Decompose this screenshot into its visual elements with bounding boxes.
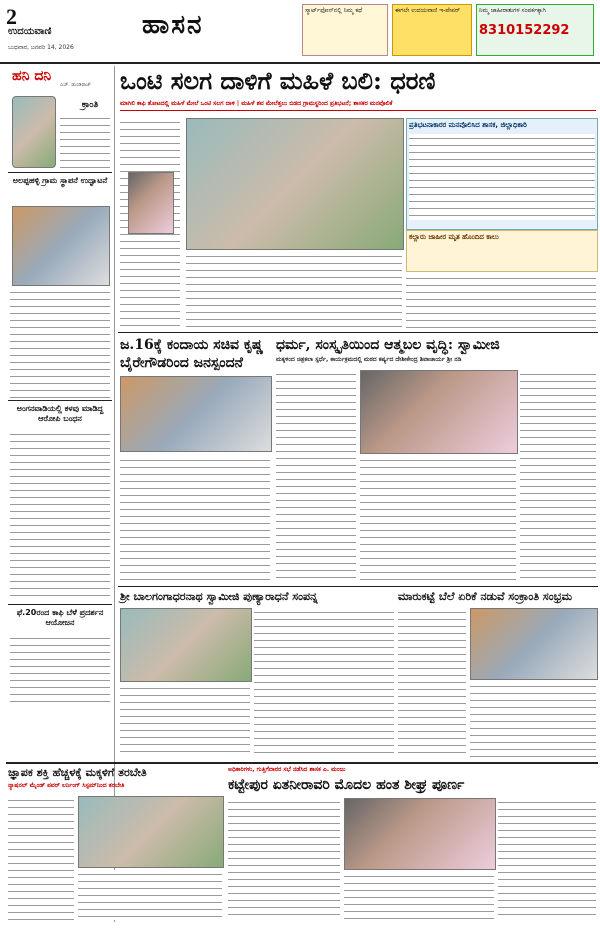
story-d-photo xyxy=(470,608,598,680)
story-a-headline: ಜ.16ಕ್ಕೆ ಕಂದಾಯ ಸಚಿವ ಕೃಷ್ಣ ಬೈರೇಗೌಡರಿಂದ ಜನಸ್ಪಂದನೆ xyxy=(120,337,264,371)
story-f-text-3 xyxy=(498,798,596,920)
divider xyxy=(8,400,112,401)
story-c-text-2 xyxy=(120,684,250,758)
masthead: ಉದಯವಾಣಿ xyxy=(8,26,52,37)
poem-text xyxy=(60,114,110,168)
column-author: ಎಚ್. ಡುಂಡಿರಾಜ್ xyxy=(60,82,91,88)
lead-photo xyxy=(186,118,404,250)
column-brand: ಹನಿ ದನಿ xyxy=(12,68,52,84)
story-a-text xyxy=(120,456,270,582)
ad-banner-3[interactable]: ನಿಮ್ಮ ಜಾಹೀರಾತುಗಳ ಸಂಪರ್ಕಕ್ಕಾಗಿ 8310152292 xyxy=(476,4,594,56)
story1-text xyxy=(10,288,110,398)
story-f-text xyxy=(228,798,340,920)
divider xyxy=(8,172,112,173)
story-f-photo xyxy=(344,798,496,870)
divider xyxy=(118,332,598,333)
poem-title: ಕ್ರಾಂತಿ xyxy=(81,100,99,110)
divider xyxy=(6,762,598,764)
story-c-photo xyxy=(120,608,252,682)
edition-date: ಬುಧವಾರ, ಜನವರಿ 14, 2026 xyxy=(8,44,74,51)
ad-banner-1[interactable]: ಸ್ಮಾರ್ಟ್‌ಫೋನ್‌ನಲ್ಲಿ ನಿಮ್ಮ ಕಥೆ xyxy=(302,4,388,56)
story-f-headline: ಕಟ್ಟೇಪುರ ಏತನೀರಾವರಿ ಮೊದಲ ಹಂತ ಶೀಘ್ರ ಪೂರ್ಣ xyxy=(228,777,465,793)
divider xyxy=(8,604,112,605)
story-c-headline: ಶ್ರೀ ಬಾಲಗಂಗಾಧರನಾಥ ಸ್ವಾಮೀಜಿ ಪುಣ್ಯಾರಾಧನೆ ಸಂಪನ್ನ xyxy=(120,590,318,603)
story-b-headline: ಧರ್ಮ, ಸಂಸ್ಕೃತಿಯಿಂದ ಆತ್ಮಬಲ ವೃದ್ಧಿ: ಸ್ವಾಮೀಜಿ xyxy=(276,337,500,353)
lead-sidebar-2: ಕಲ್ಲಾರು ಜಾಹೀರ ಮೃತ ಹೊಂದಿದ ಕಾಲು xyxy=(406,230,598,272)
story1-headline: ಅಲಪ್ಪಹಳ್ಳಿ ಗ್ರಾಮ ಸ್ಥಾಪನೆ ಉದ್ಘಾಟನೆ xyxy=(12,176,108,185)
story-e-text xyxy=(8,796,74,920)
columnist-photo xyxy=(12,96,56,168)
victim-photo xyxy=(128,172,174,234)
story-b-text-2 xyxy=(360,456,516,582)
story2-text xyxy=(10,430,110,600)
divider xyxy=(118,586,598,587)
story-d-headline: ಮಾರುಕಟ್ಟೆ ಬೆಲೆ ಏರಿಕೆ ನಡುವೆ ಸಂಕ್ರಾಂತಿ ಸಂಭ್ರಮ xyxy=(398,590,573,603)
lead-headline: ಒಂಟಿ ಸಲಗ ದಾಳಿಗೆ ಮಹಿಳೆ ಬಲಿ: ಧರಣಿ xyxy=(120,66,436,95)
lead-text-col2 xyxy=(186,252,402,328)
story1-photo xyxy=(12,206,110,286)
story-e-headline: ಜ್ಞಾಪಕ ಶಕ್ತಿ ಹೆಚ್ಚಳಕ್ಕೆ ಮಕ್ಕಳಿಗೆ ತರಬೇತಿ xyxy=(8,766,147,779)
page-number: 2 xyxy=(6,4,17,29)
lead-text-col3 xyxy=(406,274,596,328)
story-f-text-2 xyxy=(344,872,494,920)
story-c-text xyxy=(254,608,394,758)
story-d-text xyxy=(398,608,466,758)
story-f-kicker: ಅಧಿಕಾರಿಗಳು, ಗುತ್ತಿಗೆದಾರರ ಸಭೆ ನಡೆಸಿದ ಶಾಸಕ ಎ. ಮಂಜು xyxy=(228,766,346,773)
lead-sidebar: ಪ್ರತಿಭಟನಾಕಾರರ ಮನವೊಲಿಸಿದ ಶಾಸಕ, ಜಿಲ್ಲಾಧಿಕಾರಿ xyxy=(406,118,598,230)
section-title: ಹಾಸನ xyxy=(142,10,204,40)
story-d-text-2 xyxy=(470,682,596,758)
story2-headline: ಅಂಗನವಾಡಿಯಲ್ಲಿ ಕಳವು ಮಾಡಿದ್ದ ಆರೋಪಿ ಬಂಧನ xyxy=(16,404,104,423)
lead-subhead: ಮಾಗಿಲಿ ಕಾಫಿ ತೋಟದಲ್ಲಿ ಮಹಿಳೆ ಮೇಲೆ ಒಂಟಿ ಸಲಗ ದಾಳಿ | ಮಹಿಳೆ ಶವ ಮೇಲೆತ್ತಲು ಬಿಡದ ಗ್ರಾಮಸ್ಥರಿಂದ ಪ್ರತಿಭಟನೆ; ಶಾಸಕರ ಮನವೊಲಿಕೆ xyxy=(120,100,596,111)
ad-phone: 8310152292 xyxy=(479,23,570,38)
ad-banner-2[interactable]: ಈಗಲೇ ಉದಯವಾಣಿ ಇ-ಪೇಪರ್ xyxy=(392,4,472,56)
story-a-photo xyxy=(120,376,272,452)
story-b-photo xyxy=(360,370,518,454)
story-b-subhead: ಮಕ್ಕಳಿಂದ ಚಿತ್ರಕಲಾ ಸ್ಪರ್ಧೆ, ಕಾರ್ಯಕ್ರಮದಲ್ಲಿ ಮಠದ ಕರ್ಷ್ಯದ ದೇಶೀಕೇಂದ್ರ ಶಿವಾಚಾರ್ಯ ಶ್ರೀ ನಡಿ xyxy=(276,356,462,363)
story-e-photo xyxy=(78,796,224,868)
story3-headline: ಫೆ.20ರಂದ ಕಾಫಿ ಬೆಳೆ ಪ್ರದರ್ಶನ ಆಯೋಜನ xyxy=(16,608,104,627)
story-b-text-3 xyxy=(520,370,596,582)
story-b-text xyxy=(276,370,356,582)
story-e-subhead: ನ್ಯಾಷನಲ್ ಮೈಂಡ್ ಪವರ್ ಲರ್ನಿಂಗ್ ಸಿಸ್ಟಮ್‌ನಿಂದ ತರಬೇತಿ xyxy=(8,782,125,789)
story-e-text-2 xyxy=(78,870,222,920)
story3-text xyxy=(10,634,110,704)
